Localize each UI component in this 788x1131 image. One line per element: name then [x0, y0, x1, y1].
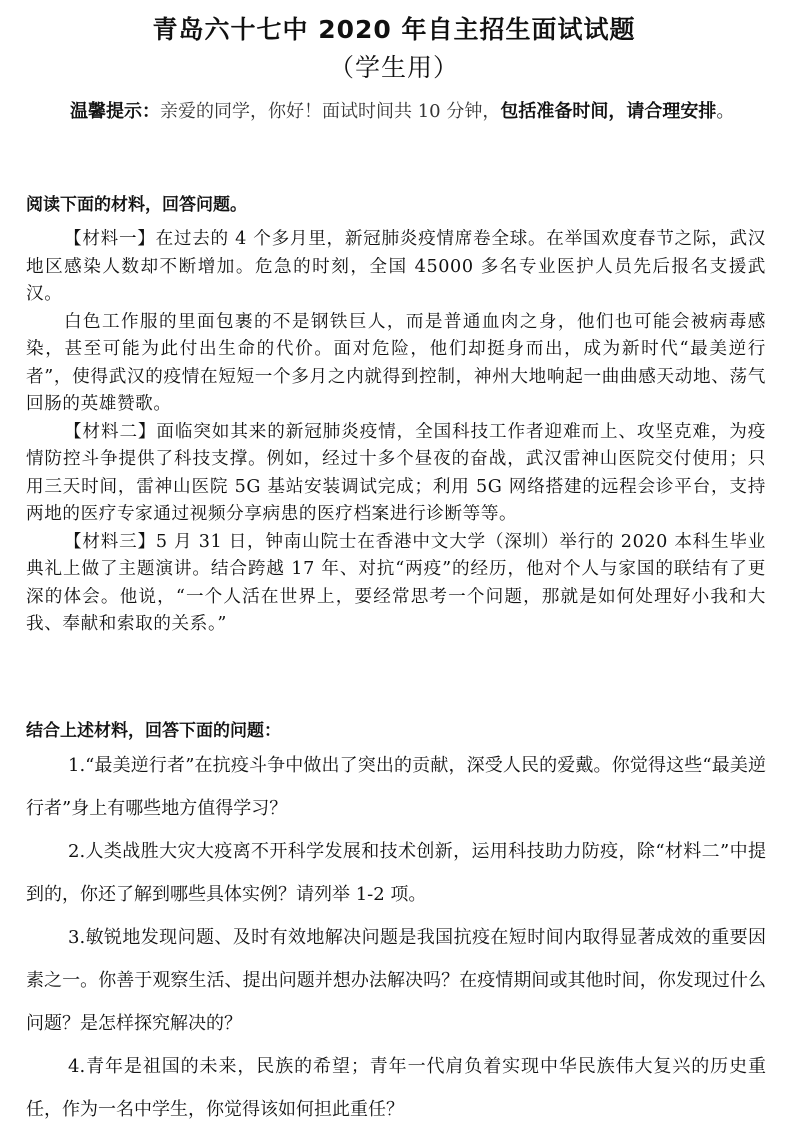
question-2: 2.人类战胜大灾大疫离不开科学发展和技术创新，运用科技助力防疫，除“材料二”中提到的，你还了解到哪些具体实例？请列举 1-2 项。 — [26, 841, 766, 905]
page-title: 青岛六十七中 2020 年自主招生面试试题 — [152, 15, 636, 44]
warm-tip — [26, 90, 766, 133]
material-tag: 【材料一】 — [64, 229, 156, 249]
material-tag: 【材料二】 — [64, 421, 157, 442]
tip-label: 温馨提示： — [70, 101, 160, 122]
material-tag: 【材料三】 — [64, 531, 156, 552]
material-text: 面临突如其来的新冠肺炎疫情，全国科技工作者迎难而上、攻坚克难，为疫情防控斗争提供了科技支撑。例如，经过十多个昼夜的奋战，武汉雷神山医院交付使用；只用三天时间，雷神山医院 5G 基站安装调试完成；利用 5G 网络搭建的远程会诊平台，支持两地的医疗专家通过视频分享病患的医疗档案进行诊断等等。 — [26, 421, 766, 524]
material-1-paragraph-2 — [26, 309, 766, 419]
question-3: 3.敏锐地发现问题、及时有效地解决问题是我国抗疫在短时间内取得显著成效的重要因素之一。你善于观察生活、提出问题并想办法解决吗？在疫情期间或其他时间，你发现过什么问题？是怎样探究解决的？ — [26, 927, 766, 1034]
material-1 — [26, 226, 766, 309]
question-4: 4.青年是祖国的未来，民族的希望；青年一代肩负着实现中华民族伟大复兴的历史重任，作为一名中学生，你觉得该如何担此重任？ — [26, 1056, 766, 1120]
tip-content: 亲爱的同学，你好！面试时间共 10 分钟， — [160, 101, 501, 122]
materials — [26, 226, 766, 639]
material-2 — [26, 419, 766, 529]
material-text: 5 月 31 日，钟南山院士在香港中文大学（深圳）举行的 2020 本科生毕业典礼上做了主题演讲。结合跨越 17 年、对抗“两疫”的经历，他对个人与家国的联结有了更深的体会。他说，“一个人活在世界上，要经常思考一个问题，那就是如何处理好小我和大我、奉献和索取的关系。” — [26, 531, 766, 634]
question-list — [26, 744, 766, 1131]
section-heading-reading: 阅读下面的材料，回答问题。 — [26, 195, 247, 215]
question-1: 1.“最美逆行者”在抗疫斗争中做出了突出的贡献，深受人民的爱戴。你觉得这些“最美逆行者”身上有哪些地方值得学习？ — [26, 755, 766, 819]
material-text: 在过去的 4 个多月里，新冠肺炎疫情席卷全球。在举国欢度春节之际，武汉地区感染人数却不断增加。危急的时刻，全国 45000 多名专业医护人员先后报名支援武汉。 — [26, 229, 766, 304]
material-3 — [26, 529, 766, 639]
section-heading-questions: 结合上述材料，回答下面的问题： — [26, 721, 281, 741]
tip-bold-tail: 包括准备时间，请合理安排 — [500, 101, 717, 122]
page-subtitle: （学生用） — [328, 53, 459, 82]
material-text: 白色工作服的里面包裹的不是钢铁巨人，而是普通血肉之身，他们也可能会被病毒感染，甚至可能为此付出生命的代价。面对危险，他们却挺身而出，成为新时代“最美逆行者”，使得武汉的疫情在短短一个多月之内就得到控制，神州大地响起一曲曲感天动地、荡气回肠的英雄赞歌。 — [26, 311, 766, 414]
tip-end: 。 — [716, 101, 735, 122]
